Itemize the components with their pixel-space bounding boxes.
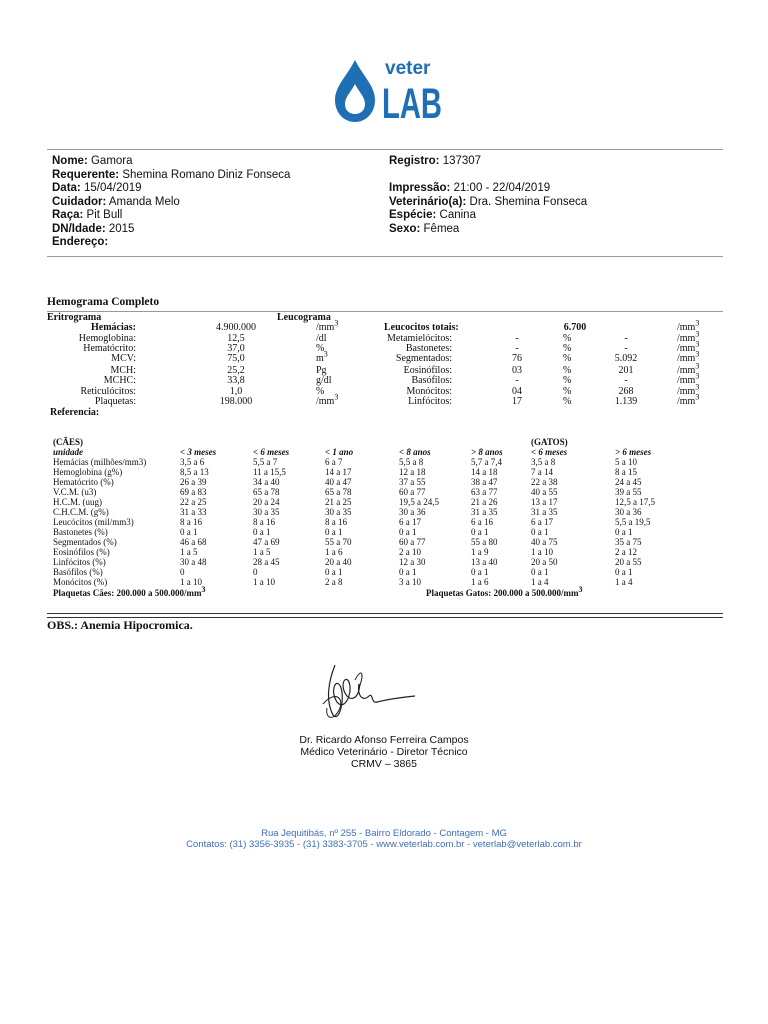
reference-range: 1 a 6	[325, 547, 343, 557]
reference-range: 3,5 a 8	[531, 457, 556, 467]
leuco-label: Basófilos:	[411, 375, 452, 386]
age: 2015	[108, 222, 135, 235]
referencia-label: Referencia:	[50, 407, 100, 418]
reference-range: 31 a 35	[531, 507, 558, 517]
reference-range: 8 a 16	[325, 517, 347, 527]
dogs-label: (CÃES)	[53, 437, 84, 447]
leuco-unit: $/mm^3$	[677, 382, 700, 397]
reference-range: 39 a 55	[615, 487, 642, 497]
address-label: Endereço:	[52, 236, 109, 248]
header-divider	[47, 149, 723, 150]
reference-range: 47 a 69	[253, 537, 280, 547]
leuco-label: Eosinófilos:	[403, 365, 452, 376]
reference-range: 20 a 55	[615, 557, 642, 567]
leuco-absolute: 201	[618, 365, 634, 376]
reference-range: 35 a 75	[615, 537, 642, 547]
reference-range: 30 a 36	[615, 507, 642, 517]
eritro-label: Plaquetas:	[94, 396, 136, 407]
reference-col-header: unidade	[53, 447, 84, 457]
leuco-percent-sign: %	[563, 375, 572, 386]
reference-range: 22 a 38	[531, 477, 558, 487]
reference-range: 69 a 83	[180, 487, 207, 497]
eritro-value: 37,0	[227, 343, 245, 354]
print-time: 21:00 - 22/04/2019	[453, 182, 551, 194]
footer-contacts: Contatos: (31) 3356-3935 - (31) 3383-3705 - www.veterlab.com.br - veterlab@veterlab.com.br	[186, 839, 582, 850]
leuco-label: Metamielócitos:	[387, 333, 452, 344]
reference-parameter: Hemoglobina (g%)	[53, 467, 123, 477]
reference-range: 20 a 40	[325, 557, 352, 567]
reference-range: 40 a 75	[531, 537, 558, 547]
reference-col-header: < 1 ano	[325, 447, 354, 457]
reference-range: 0 a 1	[615, 567, 633, 577]
reference-range: 0 a 1	[471, 567, 489, 577]
veterinarian: Dra. Shemina Fonseca	[469, 195, 588, 208]
reference-range: 65 a 78	[253, 487, 280, 497]
reference-parameter: Hemácias (milhões/mm3)	[53, 457, 147, 467]
eritro-value: 4.900.000	[216, 322, 256, 333]
leuco-absolute: 5.092	[614, 353, 638, 364]
leuco-unit: $/mm^3$	[677, 329, 700, 344]
leuco-relative: -	[515, 333, 519, 344]
leuco-relative: -	[515, 375, 519, 386]
reference-range: 0 a 1	[180, 527, 198, 537]
logo-drop-icon	[333, 52, 443, 128]
reference-range: 40 a 55	[531, 487, 558, 497]
reference-range: 63 a 77	[471, 487, 498, 497]
eritro-unit: %	[316, 343, 325, 354]
reference-range: 34 a 40	[253, 477, 280, 487]
reference-range: 65 a 78	[325, 487, 352, 497]
veterlab-logo	[333, 52, 443, 128]
species: Canina	[439, 209, 476, 221]
eritro-value: 198.000	[219, 396, 253, 407]
eritro-unit: $m^3$	[316, 349, 328, 364]
reference-range: 5,5 a 19,5	[615, 517, 651, 527]
reference-range: 0 a 1	[399, 527, 417, 537]
requester: Shemina Romano Diniz Fonseca	[122, 168, 291, 181]
reference-range: 12,5 a 17,5	[615, 497, 655, 507]
logo-text-top: veter	[385, 58, 431, 79]
leuco-unit: $/mm^3$	[677, 361, 700, 376]
eritro-value: 1,0	[229, 386, 243, 397]
reference-range: 19,5 a 24,5	[399, 497, 439, 507]
leuco-label: Linfócitos:	[408, 396, 452, 407]
eritro-label: MCV:	[111, 353, 136, 364]
leuco-relative: -	[515, 343, 519, 354]
leuco-absolute: -	[624, 343, 628, 354]
reference-parameter: Bastonetes (%)	[53, 527, 108, 537]
leuco-absolute: -	[624, 375, 628, 386]
eritro-unit: /dl	[316, 333, 327, 344]
reference-parameter: Basófilos (%)	[53, 567, 103, 577]
leuco-total-label: Leucocitos totais:	[384, 322, 459, 333]
vet-label: Veterinário(a):	[389, 195, 467, 208]
dogs-platelets: Plaquetas Cães: 200.000 a $500.000/mm^3$	[53, 585, 206, 598]
eritro-label: Reticulócitos:	[80, 386, 136, 397]
doctor-name: Dr. Ricardo Afonso Ferreira Campos	[299, 734, 469, 746]
leuco-absolute: 268	[618, 386, 634, 397]
leuco-relative: 04	[512, 386, 522, 397]
patient-name: Gamora	[90, 155, 133, 167]
reference-range: 7 a 14	[531, 467, 553, 477]
reference-range: 1 a 10	[531, 547, 553, 557]
reference-range: 5,7 a 7,4	[471, 457, 502, 467]
observation: OBS.: Anemia Hipocromica.	[47, 618, 193, 632]
sex-label: Sexo:	[389, 222, 421, 235]
doctor-crmv: CRMV – 3865	[351, 758, 417, 770]
reference-range: 14 a 17	[325, 467, 352, 477]
leuco-absolute: -	[624, 333, 628, 344]
eritro-unit: %	[316, 386, 325, 397]
reference-range: 0 a 1	[471, 527, 489, 537]
leuco-percent-sign: %	[563, 333, 572, 344]
footer-address: Rua Jequitibás, nº 255 - Bairro Eldorado - Contagem - MG	[261, 828, 507, 839]
reference-range: 2 a 12	[615, 547, 637, 557]
age-label: DN/Idade:	[52, 222, 106, 235]
reference-range: 40 a 47	[325, 477, 352, 487]
reference-range: 12 a 30	[399, 557, 426, 567]
reference-range: 5 a 10	[615, 457, 637, 467]
reference-range: 46 a 68	[180, 537, 207, 547]
patient-info-right	[389, 155, 587, 236]
cats-platelets: Plaquetas Gatos: 200.000 a $500.000/mm^3$	[426, 585, 583, 598]
exam-date: 15/04/2019	[83, 182, 142, 194]
reference-range: 0 a 1	[531, 527, 549, 537]
reference-range: 37 a 55	[399, 477, 426, 487]
eritro-label: Hemácias:	[91, 322, 136, 333]
leuco-relative: 17	[512, 396, 522, 407]
eritro-unit: $/mm^3$	[316, 318, 339, 333]
reference-parameter: V.C.M. (u3)	[53, 487, 97, 497]
doctor-role: Médico Veterinário - Diretor Técnico	[300, 746, 468, 758]
reference-range: 8 a 16	[253, 517, 275, 527]
reference-range: 55 a 80	[471, 537, 498, 547]
eritro-value: 33,8	[227, 375, 245, 386]
reference-col-header: > 6 meses	[615, 447, 652, 457]
reference-range: 31 a 35	[471, 507, 498, 517]
leuco-percent-sign: %	[563, 343, 572, 354]
reference-range: 30 a 36	[399, 507, 426, 517]
reference-range: 30 a 48	[180, 557, 207, 567]
reference-parameter: H.C.M. (uug)	[53, 497, 102, 507]
leuco-percent-sign: %	[563, 396, 572, 407]
eritro-value: 75,0	[227, 353, 245, 364]
sex: Fêmea	[423, 222, 460, 235]
reference-range: 30 a 35	[325, 507, 352, 517]
registry: 137307	[442, 155, 482, 167]
reference-range: 8,5 a 13	[180, 467, 209, 477]
leuco-relative: 03	[512, 365, 522, 376]
reference-range: 38 a 47	[471, 477, 498, 487]
patient-info-left	[52, 155, 290, 250]
reference-range: 13 a 40	[471, 557, 498, 567]
reference-range: 6 a 17	[531, 517, 553, 527]
breed-label: Raça:	[52, 209, 84, 221]
reference-range: 0 a 1	[531, 567, 549, 577]
handwritten-signature	[315, 660, 425, 735]
reference-range: 0 a 1	[253, 527, 271, 537]
leuco-unit: $/mm^3$	[677, 349, 700, 364]
leuco-total-unit: $/mm^3$	[677, 318, 700, 333]
eritro-value: 25,2	[227, 365, 245, 376]
leuco-percent-sign: %	[563, 353, 572, 364]
reference-parameter: Hematócrito (%)	[53, 477, 114, 487]
eritro-title: Eritrograma	[47, 312, 102, 323]
eritro-unit: g/dl	[316, 375, 332, 386]
eritro-label: Hematócrito:	[83, 343, 136, 354]
reference-range: 14 a 18	[471, 467, 498, 477]
eritro-label: MCHC:	[103, 375, 136, 386]
reference-parameter: Segmentados (%)	[53, 537, 117, 547]
leuco-total-value: 6.700	[563, 322, 587, 333]
reference-range: 3 a 10	[399, 577, 421, 587]
leuco-label: Bastonetes:	[405, 343, 452, 354]
date-label: Data:	[52, 182, 81, 194]
leuco-absolute: 1.139	[614, 396, 638, 407]
reference-range: 20 a 24	[253, 497, 280, 507]
reference-range: 13 a 17	[531, 497, 558, 507]
reference-range: 1 a 4	[531, 577, 549, 587]
leuco-relative: 76	[512, 353, 522, 364]
reference-range: 0	[253, 567, 258, 577]
leuco-title: Leucograma	[277, 312, 331, 323]
reference-range: 5,5 a 7	[253, 457, 278, 467]
eritro-unit: $/mm^3$	[316, 392, 339, 407]
reference-range: 8 a 15	[615, 467, 637, 477]
reference-range: 8 a 16	[180, 517, 202, 527]
leuco-percent-sign: %	[563, 386, 572, 397]
reference-range: 11 a 15,5	[253, 467, 286, 477]
reference-parameter: Leucócitos (mil/mm3)	[53, 517, 134, 527]
reference-range: 60 a 77	[399, 487, 426, 497]
reference-range: 0	[180, 567, 185, 577]
leuco-percent-sign: %	[563, 365, 572, 376]
caretaker: Amanda Melo	[108, 195, 180, 208]
reference-range: 2 a 10	[399, 547, 421, 557]
reference-range: 28 a 45	[253, 557, 280, 567]
reference-range: 6 a 7	[325, 457, 343, 467]
reference-range: 30 a 35	[253, 507, 280, 517]
exam-title: Hemograma Completo	[47, 296, 160, 308]
reference-range: 12 a 18	[399, 467, 426, 477]
reference-col-header: < 6 meses	[253, 447, 290, 457]
reference-range: 0 a 1	[399, 567, 417, 577]
reference-range: 0 a 1	[615, 527, 633, 537]
reference-range: 60 a 77	[399, 537, 426, 547]
eritro-value: 12,5	[227, 333, 245, 344]
reference-range: 0 a 1	[325, 527, 343, 537]
reference-range: 1 a 10	[253, 577, 275, 587]
name-label: Nome:	[52, 155, 88, 167]
reference-range: 1 a 10	[180, 577, 202, 587]
reference-range: 1 a 5	[253, 547, 271, 557]
reference-range: 21 a 26	[471, 497, 498, 507]
reference-range: 1 a 4	[615, 577, 633, 587]
leuco-label: Monócitos:	[406, 386, 452, 397]
reference-range: 3,5 a 6	[180, 457, 205, 467]
reference-range: 22 a 25	[180, 497, 207, 507]
reference-range: 31 a 33	[180, 507, 207, 517]
reference-parameter: Linfócitos (%)	[53, 557, 106, 567]
reference-range: 1 a 9	[471, 547, 489, 557]
reference-col-header: > 8 anos	[471, 447, 503, 457]
reference-range: 55 a 70	[325, 537, 352, 547]
reference-parameter: Monócitos (%)	[53, 577, 108, 587]
logo-text-bottom: LAB	[382, 80, 442, 128]
eritro-label: Hemoglobina:	[78, 333, 136, 344]
leuco-unit: $/mm^3$	[677, 371, 700, 386]
leuco-label: Segmentados:	[395, 353, 452, 364]
reference-range: 1 a 6	[471, 577, 489, 587]
reference-range: 24 a 45	[615, 477, 642, 487]
reference-range: 6 a 17	[399, 517, 421, 527]
caretaker-label: Cuidador:	[52, 195, 107, 208]
leuco-unit: $/mm^3$	[677, 392, 700, 407]
reference-range: 2 a 8	[325, 577, 343, 587]
eritro-label: MCH:	[110, 365, 136, 376]
reference-range: 6 a 16	[471, 517, 493, 527]
reference-range: 21 a 25	[325, 497, 352, 507]
reference-col-header: < 8 anos	[399, 447, 431, 457]
species-label: Espécie:	[389, 209, 437, 221]
print-label: Impressão:	[389, 182, 451, 194]
reference-range: 0 a 1	[325, 567, 343, 577]
reference-col-header: < 3 meses	[180, 447, 217, 457]
eritro-unit: Pg	[316, 365, 327, 376]
breed: Pit Bull	[86, 209, 123, 221]
registry-label: Registro:	[389, 155, 440, 167]
reference-range: 5,5 a 8	[399, 457, 424, 467]
cats-label: (GATOS)	[531, 437, 568, 447]
exam-divider	[47, 311, 723, 312]
info-divider	[47, 256, 723, 257]
requester-label: Requerente:	[52, 168, 120, 181]
reference-parameter: C.H.C.M. (g%)	[53, 507, 109, 517]
reference-range: 20 a 50	[531, 557, 558, 567]
reference-col-header: < 6 meses	[531, 447, 568, 457]
reference-range: 1 a 5	[180, 547, 198, 557]
reference-range: 26 a 39	[180, 477, 207, 487]
leuco-unit: $/mm^3$	[677, 339, 700, 354]
reference-parameter: Eosinófilos (%)	[53, 547, 110, 557]
